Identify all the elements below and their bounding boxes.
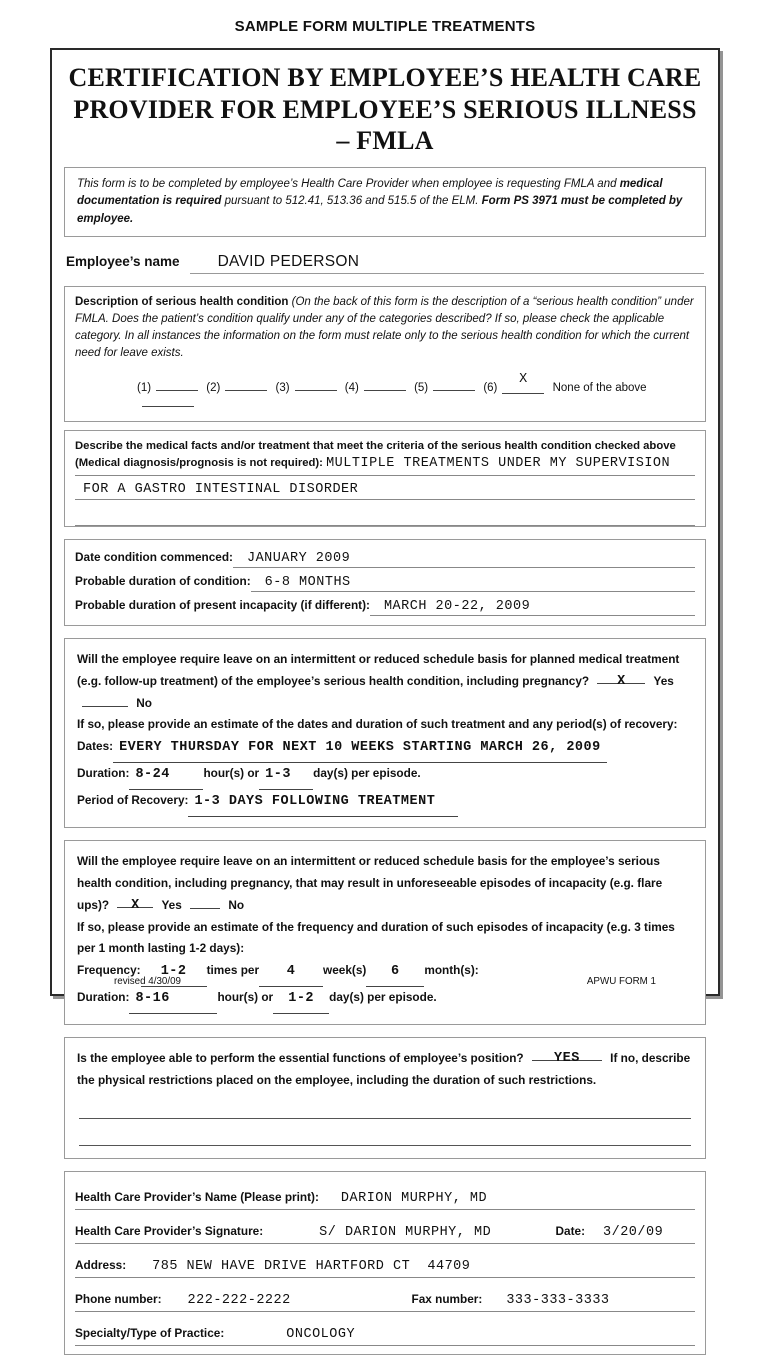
flare-hours-label: hour(s) or: [217, 990, 274, 1005]
provider-phone-value: 222-222-2222: [187, 1292, 291, 1308]
provider-address-row: [75, 1244, 695, 1278]
description-body: (On the back of this form is the description of a “serious health condition” under FMLA. Does the patient’s condition qualify under any of the categories described? If so, please check the applicable category. In all instances the information on the form must relate only to the serious health condition for which the current need for leave exists.: [75, 295, 694, 359]
flare-weeks-label: week(s): [323, 963, 367, 978]
flare-yes-label: Yes: [158, 897, 186, 912]
flare-estimate-line: If so, please provide an estimate of the frequency and duration of such episodes of incapacity (e.g. 3 times per 1 month lasting 1-2 days):: [77, 919, 675, 956]
provider-date-label: Date:: [555, 1223, 585, 1238]
footer-revision-date: revised 4/30/09: [114, 976, 181, 987]
duration-condition-value: 6-8 MONTHS: [251, 575, 695, 592]
flare-frequency-label: Frequency:: [77, 963, 141, 978]
flare-ups-box: [64, 840, 706, 1025]
flare-frequency-value: 1-2: [141, 960, 207, 987]
category-6-label: (6): [483, 381, 498, 394]
form-footer: [114, 976, 656, 987]
essential-question-part1: Is the employee able to perform the essential functions of employee’s position?: [77, 1051, 527, 1066]
duration-condition-label: Probable duration of condition:: [75, 573, 251, 588]
intro-note-text: [77, 176, 693, 228]
planned-no-blank: [82, 694, 128, 707]
provider-name-value: DARION MURPHY, MD: [340, 1190, 488, 1206]
category-checklist: [137, 371, 695, 410]
provider-signature-row: [75, 1210, 695, 1244]
medical-facts-line1: [75, 438, 695, 476]
intro-part2: medical documentation is required: [77, 178, 663, 208]
description-text: [75, 294, 695, 362]
provider-fax-value: 333-333-3333: [506, 1292, 610, 1308]
provider-specialty-row: [75, 1312, 695, 1346]
category-5-label: (5): [414, 381, 429, 394]
restrictions-blank-line-2: [79, 1119, 691, 1146]
essential-question-part2: If no, describe the physical restrictions placed on the employee, including the duration of such restrictions.: [77, 1051, 691, 1087]
planned-yes-mark: X: [617, 673, 626, 689]
flare-no-label: No: [225, 897, 245, 912]
date-commenced-row: [75, 550, 695, 568]
page-header-label: SAMPLE FORM MULTIPLE TREATMENTS: [234, 18, 536, 35]
flare-duration-label: Duration:: [77, 990, 130, 1005]
form-title-line2: PROVIDER FOR EMPLOYEE’S SERIOUS ILLNESS – FMLA: [73, 94, 697, 156]
category-4-blank: [364, 378, 406, 391]
provider-address-value: 785 NEW HAVE DRIVE HARTFORD CT 44709: [152, 1258, 471, 1274]
flare-weeks-value: 4: [259, 960, 323, 987]
planned-dates-row: [77, 736, 693, 763]
planned-treatment-question-text: Will the employee require leave on an intermittent or reduced schedule basis for planned medical treatment (e.g. follow-up treatment) of the employee’s serious health condition, including pregnancy?: [77, 651, 680, 688]
planned-duration-label: Duration:: [77, 766, 130, 781]
category-2-blank: [225, 378, 267, 391]
medical-facts-label: Describe the medical facts and/or treatment that meet the criteria of the serious health condition checked above (Medical diagnosis/prognosis is not required):: [75, 439, 676, 470]
category-5-blank: [433, 378, 475, 391]
planned-no-label: No: [133, 695, 153, 710]
none-of-above-label: None of the above: [552, 381, 647, 394]
provider-name-label: Health Care Provider’s Name (Please print):: [75, 1189, 319, 1204]
planned-duration-row: [77, 763, 693, 790]
flare-months-label: month(s):: [424, 963, 479, 978]
provider-phone-row: [75, 1278, 695, 1312]
medical-facts-value1: MULTIPLE TREATMENTS UNDER MY SUPERVISION: [326, 456, 671, 472]
essential-answer-blank: [532, 1048, 602, 1067]
duration-condition-row: [75, 574, 695, 592]
restrictions-blank-line-1: [79, 1092, 691, 1119]
provider-specialty-value: ONCOLOGY: [286, 1326, 356, 1342]
planned-estimate-line: If so, please provide an estimate of the dates and duration of such treatment and any period(s) of recovery:: [77, 717, 678, 732]
planned-duration-days: 1-3: [259, 763, 313, 790]
description-box: [64, 286, 706, 422]
category-6-blank: [502, 371, 544, 394]
incapacity-label: Probable duration of present incapacity (if different):: [75, 597, 370, 612]
planned-recovery-row: [77, 790, 693, 817]
provider-address-label: Address:: [75, 1257, 127, 1272]
provider-specialty-label: Specialty/Type of Practice:: [75, 1325, 225, 1340]
date-commenced-value: JANUARY 2009: [233, 551, 695, 568]
none-of-above-blank: [142, 394, 194, 407]
planned-dates-label: Dates:: [77, 739, 114, 754]
employee-name-value: DAVID PEDERSON: [190, 253, 704, 274]
flare-no-blank: [190, 896, 220, 909]
essential-functions-question: [77, 1048, 693, 1092]
planned-treatment-question: [77, 649, 693, 714]
description-lead: Description of serious health condition: [75, 295, 289, 308]
flare-times-per-label: times per: [206, 963, 260, 978]
planned-duration-hours: 8-24: [129, 763, 203, 790]
employee-name-row: [64, 253, 706, 274]
footer-form-number: APWU FORM 1: [586, 976, 656, 987]
planned-recovery-value: 1-3 DAYS FOLLOWING TREATMENT: [188, 790, 458, 817]
incapacity-row: [75, 598, 695, 616]
flare-yes-blank: [117, 895, 153, 913]
essential-functions-box: [64, 1037, 706, 1159]
flare-duration-hours: 8-16: [129, 987, 217, 1014]
intro-part1: This form is to be completed by employee’s Health Care Provider when employee is requesting FMLA and: [77, 178, 620, 191]
flare-ups-question-text: Will the employee require leave on an intermittent or reduced schedule basis for the employee’s serious health condition, including pregnancy, that may result in unforeseeable episodes of incapacity (e.g. flare ups)?: [77, 854, 663, 912]
planned-dates-value: EVERY THURSDAY FOR NEXT 10 WEEKS STARTING MARCH 26, 2009: [113, 736, 607, 763]
provider-date-value: 3/20/09: [603, 1224, 664, 1240]
category-1-label: (1): [137, 381, 152, 394]
category-4-label: (4): [344, 381, 359, 394]
provider-signature-label: Health Care Provider’s Signature:: [75, 1223, 264, 1238]
incapacity-value: MARCH 20-22, 2009: [370, 599, 695, 616]
category-6-check-mark: X: [519, 371, 528, 387]
planned-days-label: day(s) per episode.: [313, 766, 421, 781]
essential-answer-value: YES: [554, 1051, 580, 1067]
intro-part3: pursuant to 512.41, 513.36 and 515.5 of the ELM.: [221, 195, 482, 208]
dates-box: [64, 539, 706, 626]
category-1-blank: [156, 378, 198, 391]
category-2-label: (2): [206, 381, 221, 394]
employee-name-label: Employee’s name: [66, 253, 180, 269]
flare-duration-days: 1-2: [273, 987, 329, 1014]
category-3-label: (3): [275, 381, 290, 394]
provider-phone-label: Phone number:: [75, 1291, 162, 1306]
intro-part4: Form PS 3971 must be completed by employee.: [77, 195, 683, 225]
flare-days-label: day(s) per episode.: [329, 990, 437, 1005]
planned-recovery-label: Period of Recovery:: [77, 793, 189, 808]
provider-name-row: [75, 1176, 695, 1210]
planned-treatment-box: [64, 638, 706, 828]
form-title: [64, 62, 706, 157]
intro-note-box: [64, 167, 706, 237]
medical-facts-blank-line: [75, 500, 695, 526]
planned-yes-blank: [597, 671, 645, 689]
flare-duration-row: [77, 987, 693, 1014]
flare-yes-mark: X: [131, 897, 140, 913]
flare-ups-question: [77, 851, 693, 916]
form-title-line1: CERTIFICATION BY EMPLOYEE’S HEALTH CARE: [68, 63, 702, 92]
provider-box: [64, 1171, 706, 1355]
category-3-blank: [295, 378, 337, 391]
medical-facts-box: [64, 430, 706, 527]
provider-fax-label: Fax number:: [411, 1291, 483, 1306]
date-commenced-label: Date condition commenced:: [75, 549, 233, 564]
planned-hours-label: hour(s) or: [203, 766, 260, 781]
flare-months-value: 6: [366, 960, 424, 987]
form-frame: [50, 48, 720, 1342]
planned-yes-label: Yes: [650, 673, 674, 688]
provider-signature-value: S/ DARION MURPHY, MD: [319, 1224, 492, 1240]
medical-facts-value2: FOR A GASTRO INTESTINAL DISORDER: [75, 476, 695, 500]
